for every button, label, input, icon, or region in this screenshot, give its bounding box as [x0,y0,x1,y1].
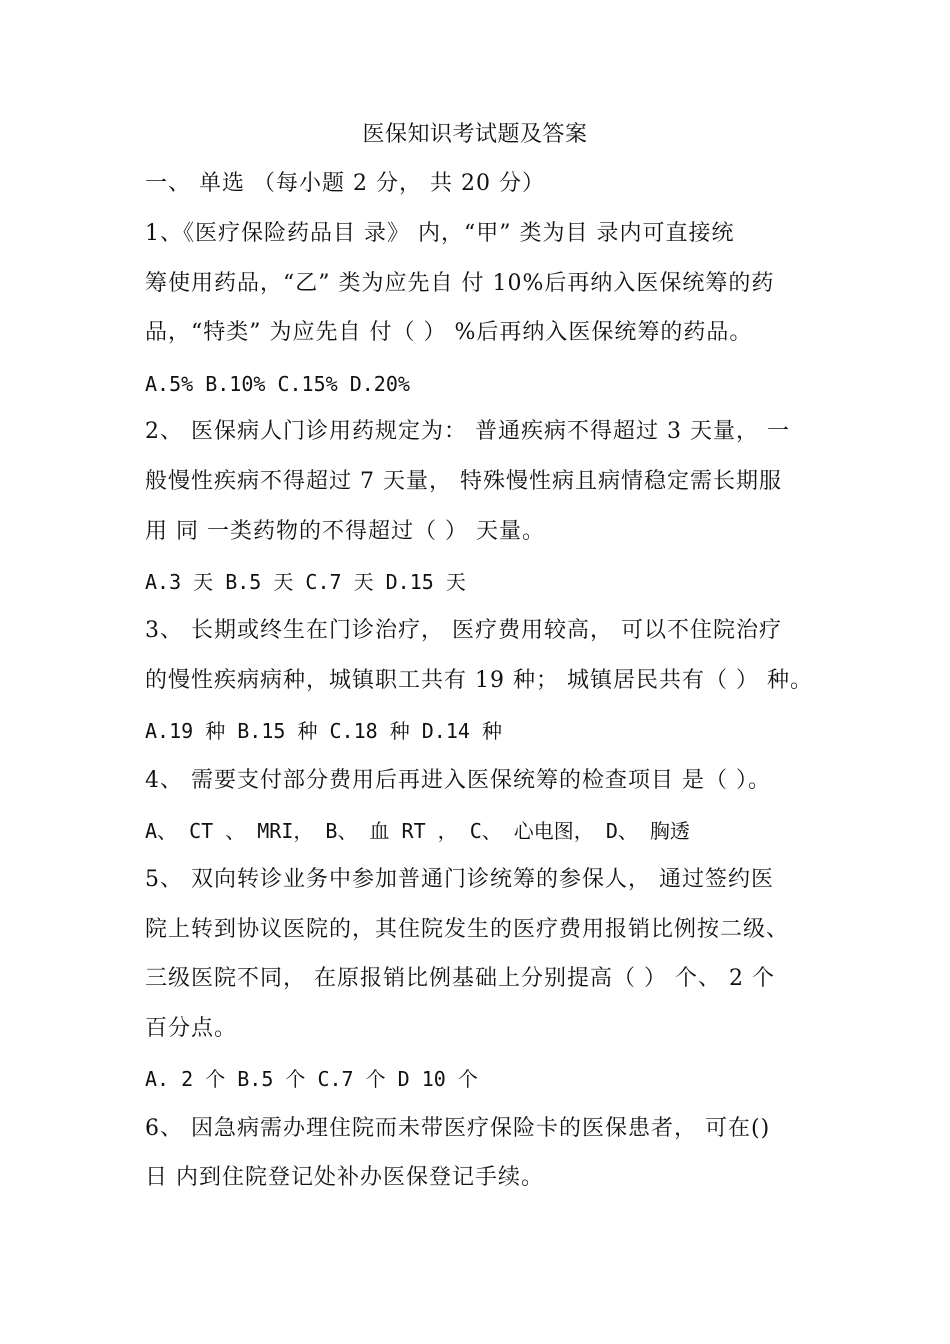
question-5-line-1: 5、 双向转诊业务中参加普通门诊统筹的参保人， 通过签约医 [145,867,774,892]
question-2-options: A.3 天 B.5 天 C.7 天 D.15 天 [145,570,466,594]
question-2-line-2: 般慢性疾病不得超过 7 天量， 特殊慢性病且病情稳定需长期服 [145,469,782,494]
question-6-line-1: 6、 因急病需办理住院而未带医疗保险卡的医保患者， 可在() [145,1116,771,1141]
question-3-options: A.19 种 B.15 种 C.18 种 D.14 种 [145,719,502,743]
question-5-options: A. 2 个 B.5 个 C.7 个 D 10 个 [145,1067,478,1091]
question-5-line-4: 百分点。 [145,1016,238,1041]
question-3-line-1: 3、 长期或终生在门诊治疗， 医疗费用较高， 可以不住院治疗 [145,618,782,643]
question-3-line-2: 的慢性疾病病种，城镇职工共有 19 种； 城镇居民共有（ ） 种。 [145,668,813,693]
section-heading: 一、 单选 （每小题 2 分， 共 20 分） [145,171,545,196]
question-5-line-2: 院上转到协议医院的，其住院发生的医疗费用报销比例按二级、 [145,917,790,942]
question-2-line-3: 用 同 一类药物的不得超过（ ） 天量。 [145,519,545,544]
question-1-line-2: 筹使用药品，“乙” 类为应先自 付 10%后再纳入医保统筹的药 [145,271,775,296]
question-1-options: A.5% B.10% C.15% D.20% [145,372,410,396]
document-title: 医保知识考试题及答案 [362,122,588,147]
question-4-options: A、 CT 、 MRI， B、 血 RT ， C、 心电图， D、 胸透 [145,819,690,843]
question-2-line-1: 2、 医保病人门诊用药规定为： 普通疾病不得超过 3 天量， 一 [145,419,790,444]
question-5-line-3: 三级医院不同， 在原报销比例基础上分别提高（ ） 个、 2 个 [145,966,775,991]
question-6-line-2: 日 内到住院登记处补办医保登记手续。 [145,1165,544,1190]
question-4-line-1: 4、 需要支付部分费用后再进入医保统筹的检查项目 是（ ）。 [145,768,771,793]
question-1-line-3: 品，“特类” 为应先自 付（ ） %后再纳入医保统筹的药品。 [145,320,753,345]
question-1-line-1: 1、《医疗保险药品目 录》 内，“甲” 类为目 录内可直接统 [145,221,735,246]
